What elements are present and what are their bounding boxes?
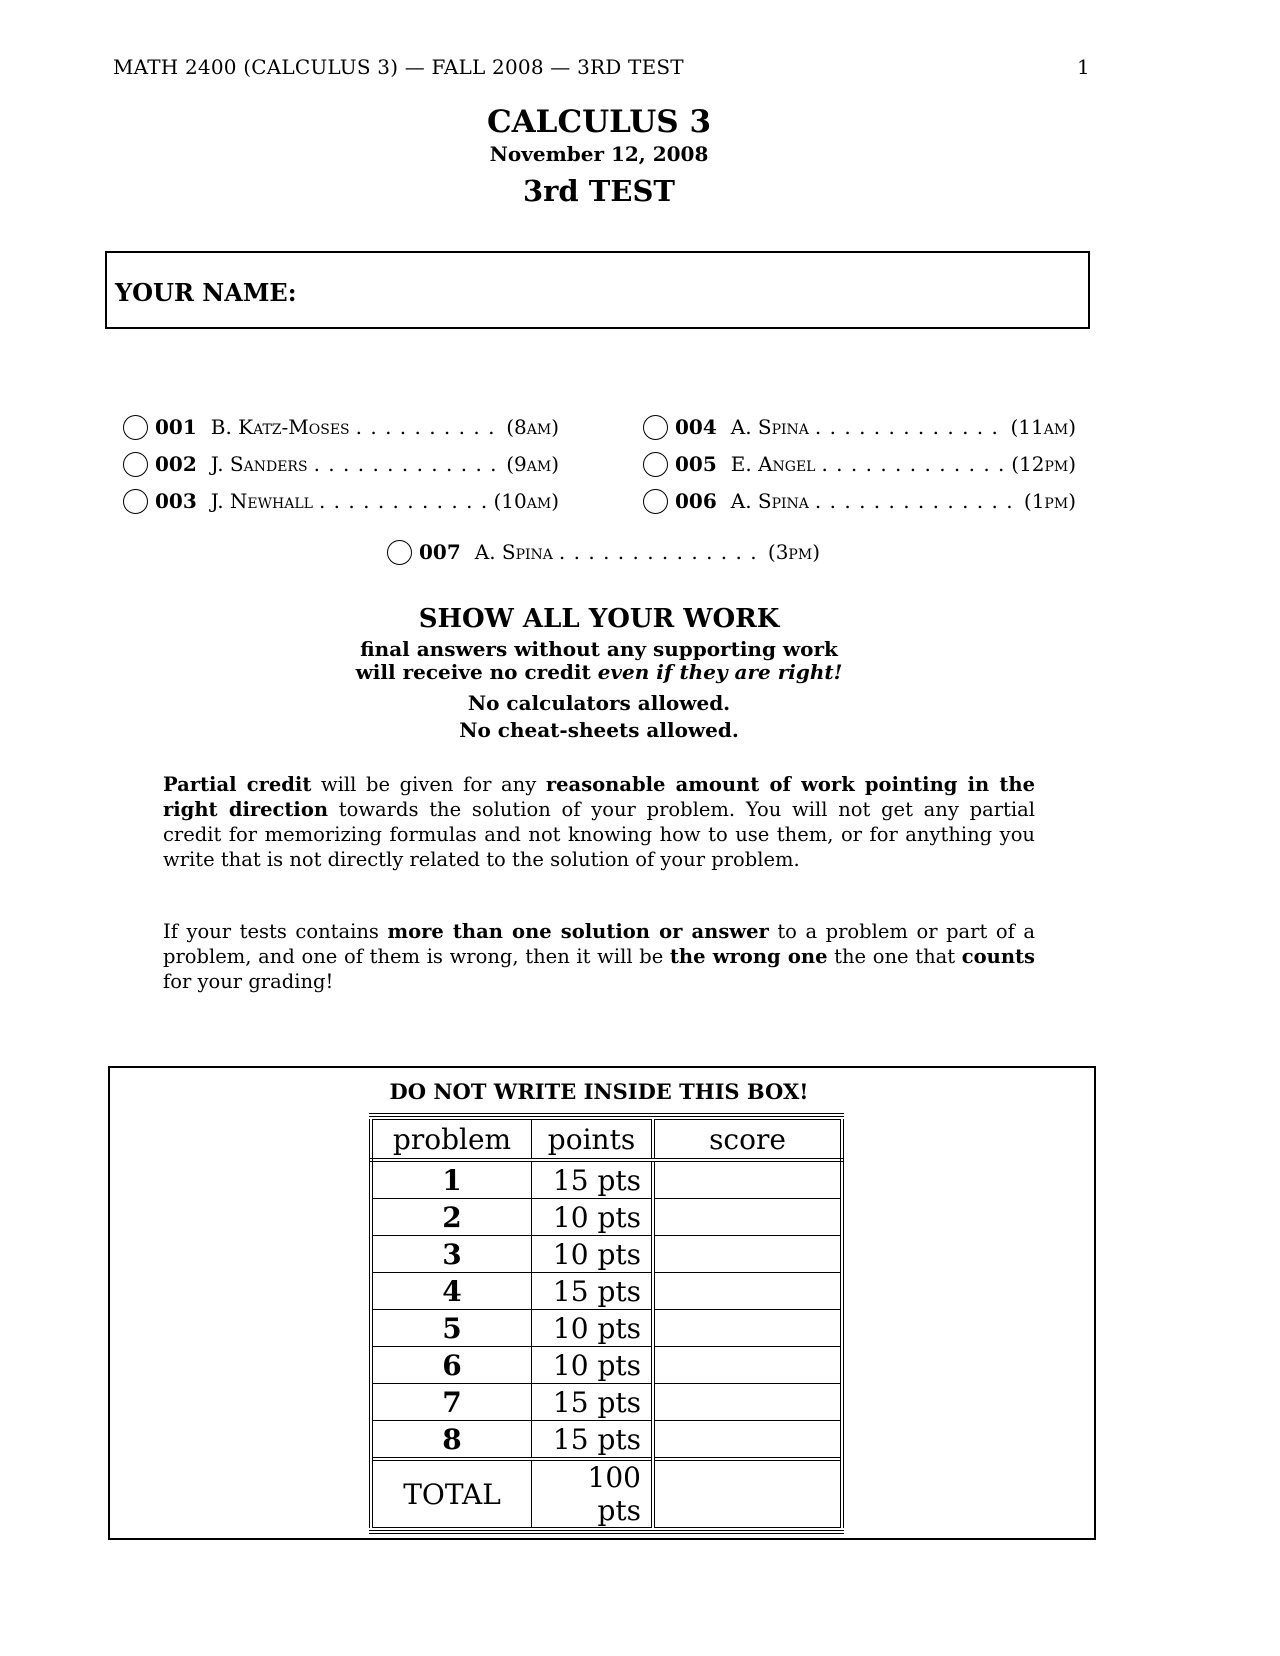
- section-instructor: J. Sanders: [210, 452, 308, 476]
- text: for your grading!: [163, 970, 334, 993]
- section-time: (8am): [506, 415, 559, 439]
- section-time: (1pm): [1023, 489, 1076, 513]
- column-header-points: points: [532, 1120, 654, 1161]
- section-number: 001: [155, 415, 197, 439]
- exam-subtitle: 3rd TEST: [522, 174, 676, 208]
- table-row: [371, 1421, 842, 1460]
- page-number: 1: [1077, 55, 1090, 79]
- multiple-answers-paragraph: [163, 919, 1035, 994]
- radio-circle[interactable]: [123, 452, 148, 477]
- score-cell[interactable]: [653, 1421, 842, 1460]
- problem-points: 15 pts: [532, 1421, 654, 1460]
- text: If your tests contains: [163, 920, 388, 943]
- section-instructor: A. Spina: [730, 415, 809, 439]
- name-label: YOUR NAME:: [115, 278, 297, 307]
- text-bold: reasonable amount of work pointing in the right direction: [163, 773, 1035, 821]
- exam-title: CALCULUS 3: [486, 104, 712, 140]
- table-row: [371, 1273, 842, 1310]
- table-row: [371, 1160, 842, 1199]
- section-time: (3pm): [767, 540, 820, 564]
- section-option-007[interactable]: [387, 537, 820, 567]
- table-row: [371, 1384, 842, 1421]
- work-heading: SHOW ALL YOUR WORK: [418, 604, 780, 634]
- section-number: 005: [675, 452, 717, 476]
- dot-leader: [815, 489, 1018, 513]
- work-notice-emphasis: even if they are right!: [597, 660, 843, 684]
- calculator-notice: No calculators allowed.: [467, 691, 731, 715]
- radio-circle[interactable]: [643, 452, 668, 477]
- section-time: (9am): [506, 452, 559, 476]
- work-notice-line2: [0, 660, 1198, 684]
- section-instructor: A. Spina: [730, 489, 809, 513]
- section-time: (10am): [493, 489, 559, 513]
- problem-points: 15 pts: [532, 1160, 654, 1199]
- section-instructor: B. Katz-Moses: [210, 415, 350, 439]
- section-number: 006: [675, 489, 717, 513]
- section-instructor: A. Spina: [474, 540, 553, 564]
- table-row: [371, 1236, 842, 1273]
- text: the one that: [827, 945, 962, 968]
- section-number: 002: [155, 452, 197, 476]
- problem-points: 10 pts: [532, 1310, 654, 1347]
- problem-points: 15 pts: [532, 1384, 654, 1421]
- score-box-heading: DO NOT WRITE INSIDE THIS BOX!: [389, 1079, 809, 1104]
- problem-number: 5: [371, 1310, 532, 1347]
- name-box[interactable]: [105, 251, 1090, 329]
- dot-leader: [356, 415, 501, 439]
- score-table: [369, 1113, 844, 1534]
- dot-leader: [559, 540, 762, 564]
- radio-circle[interactable]: [123, 489, 148, 514]
- dot-leader: [314, 452, 501, 476]
- text: towards the solution of your problem. You will not get any partial credit for memorizing formulas and not knowing how to use them, or for anything you write that is not directly related to the solution of your problem.: [163, 798, 1035, 871]
- section-option-004[interactable]: [643, 412, 1076, 442]
- dot-leader: [319, 489, 488, 513]
- table-row: [371, 1199, 842, 1236]
- problem-points: 10 pts: [532, 1347, 654, 1384]
- dot-leader: [821, 452, 1005, 476]
- running-head: MATH 2400 (CALCULUS 3) — FALL 2008 — 3RD TEST: [113, 55, 684, 79]
- exam-date: November 12, 2008: [489, 142, 709, 166]
- text-bold: counts: [961, 945, 1036, 968]
- total-label: TOTAL: [371, 1459, 532, 1528]
- score-cell[interactable]: [653, 1310, 842, 1347]
- section-option-001[interactable]: [123, 412, 559, 442]
- score-cell[interactable]: [653, 1384, 842, 1421]
- text-bold: Partial credit: [163, 773, 312, 796]
- score-cell[interactable]: [653, 1236, 842, 1273]
- column-header-score: score: [653, 1120, 842, 1161]
- section-option-003[interactable]: [123, 486, 559, 516]
- problem-points: 15 pts: [532, 1273, 654, 1310]
- radio-circle[interactable]: [643, 415, 668, 440]
- table-row: [371, 1347, 842, 1384]
- work-notice-line1: final answers without any supporting work: [360, 637, 838, 661]
- section-number: 003: [155, 489, 197, 513]
- section-option-005[interactable]: [643, 449, 1076, 479]
- cheatsheet-notice: No cheat-sheets allowed.: [459, 718, 739, 742]
- score-cell[interactable]: [653, 1273, 842, 1310]
- dot-leader: [815, 415, 1005, 439]
- problem-number: 2: [371, 1199, 532, 1236]
- problem-number: 3: [371, 1236, 532, 1273]
- score-cell[interactable]: [653, 1199, 842, 1236]
- text-bold: the wrong one: [669, 945, 828, 968]
- section-number: 004: [675, 415, 717, 439]
- partial-credit-paragraph: [163, 772, 1035, 872]
- radio-circle[interactable]: [643, 489, 668, 514]
- total-points: 100 pts: [532, 1459, 654, 1528]
- radio-circle[interactable]: [123, 415, 148, 440]
- text-bold: more than one solution or answer: [387, 920, 769, 943]
- problem-points: 10 pts: [532, 1199, 654, 1236]
- section-option-002[interactable]: [123, 449, 559, 479]
- problem-number: 6: [371, 1347, 532, 1384]
- problem-number: 1: [371, 1160, 532, 1199]
- text: to a problem or part of a problem, and one of them is wrong, then it will be: [163, 920, 1036, 968]
- total-score-cell[interactable]: [653, 1459, 842, 1528]
- column-header-problem: problem: [371, 1120, 532, 1161]
- problem-points: 10 pts: [532, 1236, 654, 1273]
- work-notice-text: will receive no credit: [355, 660, 598, 684]
- radio-circle[interactable]: [387, 540, 412, 565]
- section-number: 007: [419, 540, 461, 564]
- problem-number: 4: [371, 1273, 532, 1310]
- score-cell[interactable]: [653, 1160, 842, 1199]
- section-instructor: E. Angel: [730, 452, 816, 476]
- text: will be given for any: [311, 773, 546, 796]
- section-option-006[interactable]: [643, 486, 1076, 516]
- section-instructor: J. Newhall: [210, 489, 313, 513]
- section-time: (12pm): [1011, 452, 1076, 476]
- problem-number: 8: [371, 1421, 532, 1460]
- section-time: (11am): [1010, 415, 1076, 439]
- score-cell[interactable]: [653, 1347, 842, 1384]
- problem-number: 7: [371, 1384, 532, 1421]
- table-row: [371, 1310, 842, 1347]
- total-row: [371, 1459, 842, 1528]
- table-header-row: [371, 1120, 842, 1161]
